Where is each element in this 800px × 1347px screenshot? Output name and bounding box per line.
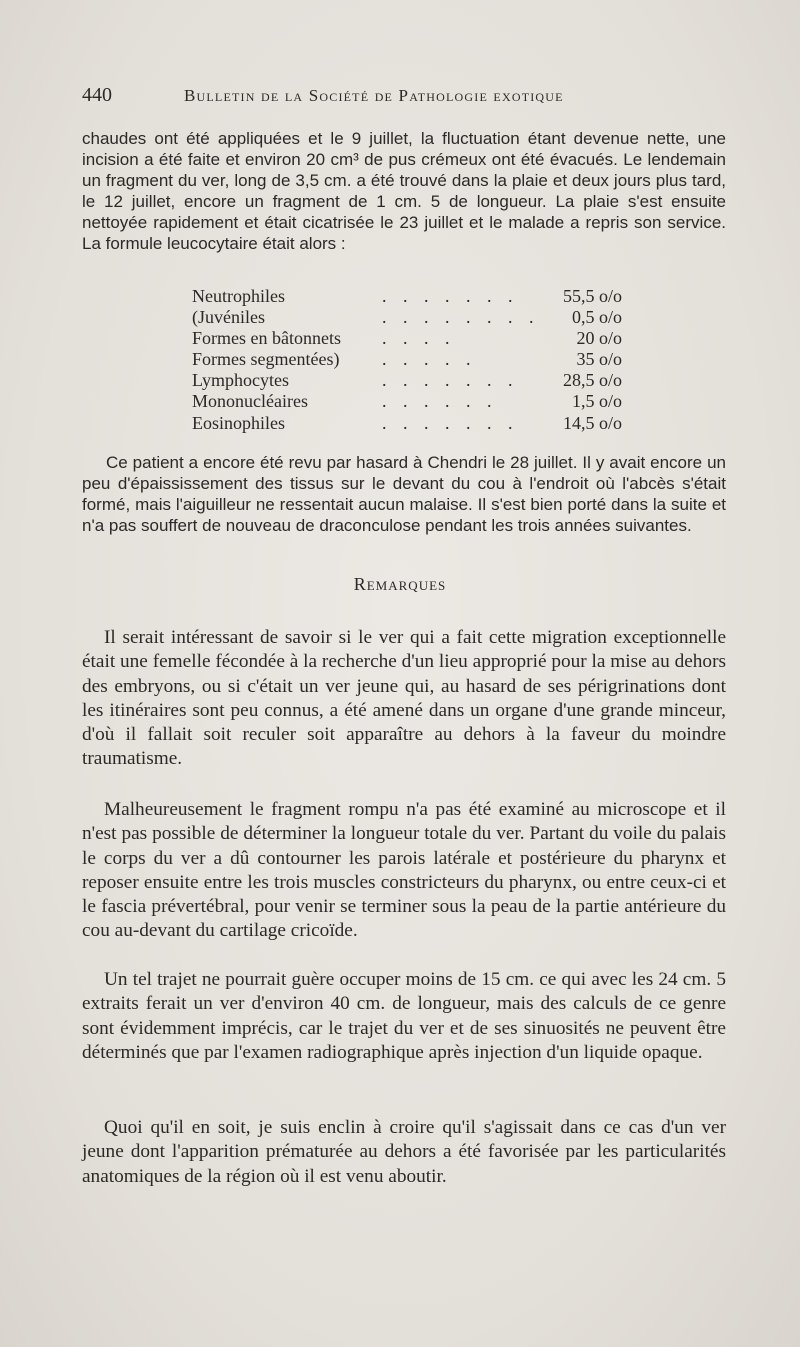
paragraph-remark-1: Il serait intéressant de savoir si le ver qui a fait cette migration exceptionnelle était une femelle fécondée à la recherche d'un lieu approprié pour la mise au dehors des embryons, ou si c'était un ver jeune qui, au hasard de ses périgrinations dont les itinéraires sont peu connus, a été amené dans un organe d'une grande minceur, d'où il fallait soit reculer soit apparaître au dehors à la faveur du moindre traumatisme.: [82, 627, 726, 770]
row-value: 35 o/o: [576, 349, 622, 370]
row-label: Formes segmentées): [192, 349, 340, 370]
paragraph-remark-3: Un tel trajet ne pourrait guère occuper moins de 15 cm. ce qui avec les 24 cm. 5 extraits ferait un ver d'environ 40 cm. de longueur, mais des calculs de ce genre sont évidemment imprécis, car le trajet du ver et de ses sinuosités ne peuvent être déterminés que par l'examen radiographique après injection d'un liquide opaque.: [82, 969, 726, 1063]
section-heading: Remarques: [353, 574, 447, 594]
row-leader-dots: . . . . . . .: [382, 370, 519, 391]
table-row: [192, 286, 622, 307]
row-label: Eosinophiles: [192, 412, 285, 433]
row-leader-dots: . . . . .: [382, 349, 477, 370]
table-row: [192, 349, 622, 370]
row-leader-dots: . . . .: [382, 328, 456, 349]
table-row: [192, 413, 622, 434]
row-label: (Juvéniles: [192, 307, 265, 328]
row-leader-dots: . . . . . . . .: [382, 307, 540, 328]
table-row: [192, 370, 622, 391]
page-header: [82, 84, 722, 114]
row-value: 28,5 o/o: [562, 370, 622, 391]
row-label: Lymphocytes: [192, 370, 289, 391]
row-label: Formes en bâtonnets: [192, 328, 341, 349]
running-title: Bulletin de la Société de Pathologie exotique: [184, 86, 564, 105]
page-number: 440: [82, 84, 112, 106]
row-label: Mononucléaires: [192, 391, 308, 412]
paragraph-remark-2: Malheureusement le fragment rompu n'a pas été examiné au microscope et il n'est pas possible de déterminer la longueur totale du ver. Partant du voile du palais le corps du ver a dû contourner les parois latérale et postérieure du pharynx et reposer ensuite entre les trois muscles constricteurs du pharynx, ou entre ceux-ci et le fascia prévertébral, pour venir se terminer sous la peau de la partie antérieure du cou au-devant du cartilage cricoïde.: [82, 799, 726, 942]
table-row: [192, 391, 622, 412]
table-row: [192, 328, 622, 349]
paragraph-remark-4: Quoi qu'il en soit, je suis enclin à croire qu'il s'agissait dans ce cas d'un ver jeune dont l'apparition prématurée au dehors a été favorisée par les particularités anatomiques de la région où il est venu aboutir.: [82, 1117, 726, 1187]
row-value: 1,5 o/o: [571, 391, 622, 412]
row-leader-dots: . . . . . .: [382, 391, 498, 412]
row-value: 14,5 o/o: [562, 412, 622, 433]
row-value: 20 o/o: [576, 328, 622, 349]
paragraph-case-description: chaudes ont été appliquées et le 9 juillet, la fluctuation étant devenue nette, une incision a été faite et environ 20 cm³ de pus crémeux ont été évacués. Le lendemain un fragment du ver, long de 3,5 cm. a été trouvé dans la plaie et deux jours plus tard, le 12 juillet, encore un fragment de 1 cm. 5 de longueur. La plaie s'est ensuite nettoyée rapidement et était cicatrisée le 23 juillet et le malade a repris son service. La formule leucocytaire était alors :: [82, 129, 726, 254]
leukocyte-formula-table: [192, 286, 622, 434]
row-leader-dots: . . . . . . .: [382, 412, 519, 433]
row-leader-dots: . . . . . . .: [382, 286, 519, 306]
row-label: Neutrophiles: [192, 286, 285, 306]
table-row: [192, 307, 622, 328]
row-value: 55,5 o/o: [562, 286, 622, 306]
paragraph-follow-up: Ce patient a encore été revu par hasard à Chendri le 28 juillet. Il y avait encore un peu d'épaississement des tissus sur le devant du cou à l'endroit où l'abcès s'était formé, mais l'aiguilleur ne ressentait aucun malaise. Il s'est bien porté dans la suite et n'a pas souffert de nouveau de draconculose pendant les trois années suivantes.: [82, 453, 726, 536]
row-value: 0,5 o/o: [571, 307, 622, 328]
